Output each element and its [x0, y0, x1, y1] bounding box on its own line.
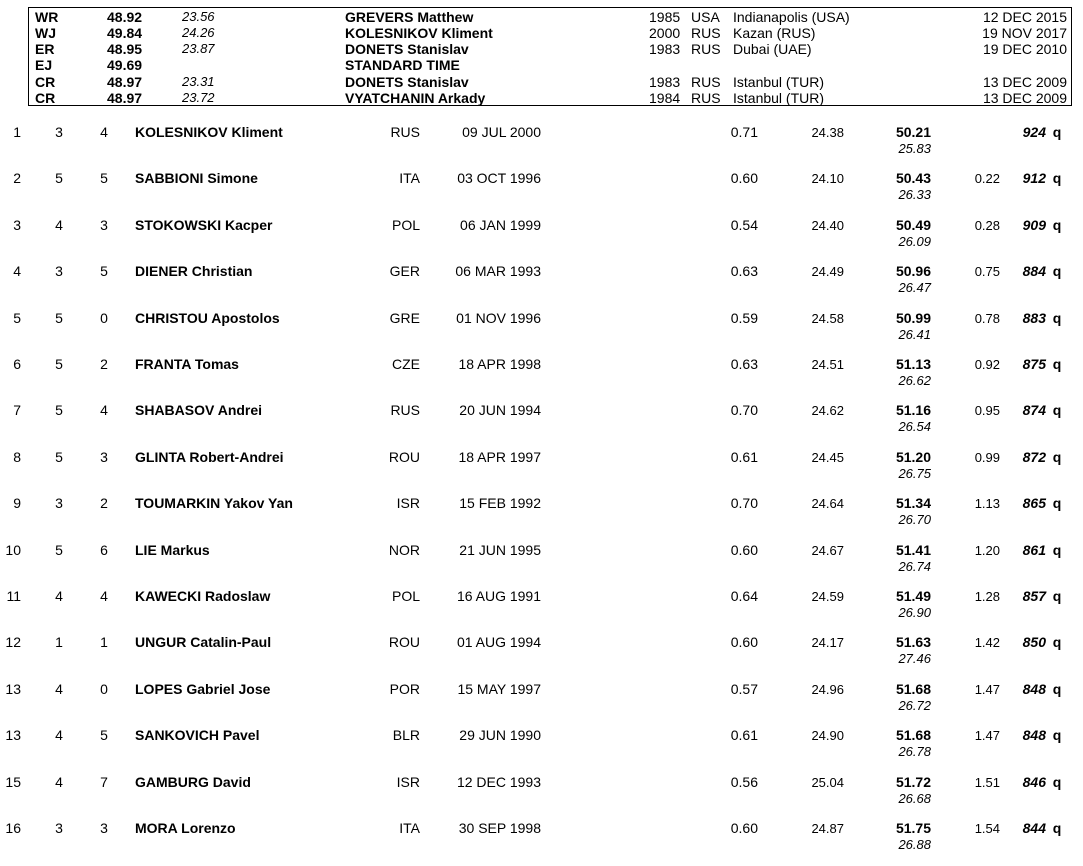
time-behind: 1.28 [974, 589, 1000, 604]
nation-code: GRE [389, 309, 420, 326]
heat: 3 [55, 124, 63, 140]
final-time: 51.68 [895, 680, 931, 697]
result-row [0, 217, 1083, 263]
second-split: 26.62 [898, 373, 931, 388]
final-time: 51.68 [895, 727, 931, 744]
record-date: 19 NOV 2017 [982, 24, 1067, 41]
reaction-time: 0.61 [730, 448, 758, 465]
reaction-time: 0.60 [730, 634, 758, 651]
record-year: 1985 [649, 8, 681, 25]
birth-date: 03 OCT 1996 [457, 170, 541, 187]
second-split: 26.88 [898, 837, 931, 852]
qualified-mark: q [1052, 448, 1062, 465]
birth-date: 06 JAN 1999 [460, 216, 541, 233]
rank: 7 [13, 402, 21, 419]
final-time: 50.43 [895, 170, 931, 187]
split-50: 24.45 [811, 449, 844, 465]
record-code: EJ [35, 57, 53, 74]
split-50: 25.04 [811, 774, 844, 790]
points: 865 [1022, 495, 1046, 512]
reaction-time: 0.61 [730, 727, 758, 744]
final-time: 51.16 [895, 402, 931, 419]
points: 874 [1022, 402, 1046, 419]
split-50: 24.10 [811, 171, 844, 187]
record-holder: DONETS Stanislav [345, 73, 469, 90]
record-holder: STANDARD TIME [345, 57, 460, 74]
points: 884 [1022, 263, 1046, 280]
record-split: 23.31 [182, 73, 215, 89]
swimmer-name: FRANTA Tomas [135, 356, 239, 372]
result-row [0, 263, 1083, 309]
lane: 2 [100, 356, 108, 372]
points: 875 [1022, 356, 1046, 372]
record-holder: GREVERS Matthew [345, 8, 474, 25]
heat: 3 [55, 820, 63, 836]
record-date: 13 DEC 2009 [982, 90, 1067, 106]
record-code: CR [35, 90, 56, 106]
heat: 5 [55, 170, 63, 187]
record-row [29, 25, 1071, 41]
record-split: 24.26 [182, 24, 215, 40]
nation-code: CZE [392, 356, 420, 372]
swimmer-name: LOPES Gabriel Jose [135, 680, 271, 697]
heat: 3 [55, 263, 63, 280]
record-year: 1983 [649, 73, 681, 90]
time-behind: 1.20 [974, 542, 1000, 558]
qualified-mark: q [1052, 634, 1062, 651]
nation-code: POL [391, 216, 420, 233]
birth-date: 20 JUN 1994 [459, 402, 541, 419]
time-behind: 1.42 [974, 635, 1000, 651]
nation-code: ITA [399, 170, 420, 187]
record-split: 23.56 [182, 8, 215, 24]
record-place: Kazan (RUS) [733, 24, 816, 41]
qualified-mark: q [1052, 727, 1062, 744]
rank: 13 [5, 680, 21, 697]
second-split: 26.68 [898, 790, 931, 806]
record-time: 48.92 [107, 8, 143, 25]
heat: 5 [55, 402, 63, 419]
birth-date: 09 JUL 2000 [462, 124, 541, 140]
record-nation: RUS [691, 90, 721, 106]
record-nation: RUS [691, 41, 721, 58]
qualified-mark: q [1052, 773, 1062, 790]
reaction-time: 0.54 [730, 216, 758, 233]
points: 846 [1022, 773, 1046, 790]
lane: 0 [100, 680, 108, 697]
lane: 5 [100, 170, 108, 187]
time-behind: 0.99 [974, 449, 1000, 465]
swimmer-name: CHRISTOU Apostolos [135, 309, 280, 326]
heat: 3 [55, 495, 63, 512]
nation-code: POR [389, 680, 420, 697]
record-row [29, 41, 1071, 57]
final-time: 51.75 [895, 820, 931, 836]
split-50: 24.58 [811, 310, 844, 326]
lane: 2 [100, 495, 108, 512]
lane: 0 [100, 309, 108, 326]
swimmer-name: MORA Lorenzo [135, 820, 236, 836]
heat: 4 [55, 588, 63, 604]
heat: 4 [55, 727, 63, 744]
rank: 8 [13, 448, 21, 465]
reaction-time: 0.60 [730, 170, 758, 187]
qualified-mark: q [1052, 356, 1062, 372]
points: 912 [1022, 170, 1046, 187]
time-behind: 0.75 [974, 264, 1000, 280]
heat: 5 [55, 448, 63, 465]
lane: 5 [100, 263, 108, 280]
swimmer-name: TOUMARKIN Yakov Yan [135, 495, 293, 512]
result-row [0, 681, 1083, 727]
split-50: 24.67 [811, 542, 844, 558]
time-behind: 0.22 [974, 171, 1000, 187]
record-place: Indianapolis (USA) [733, 8, 850, 25]
second-split: 26.75 [898, 465, 931, 481]
record-time: 48.97 [107, 73, 143, 90]
qualified-mark: q [1052, 124, 1062, 140]
swimmer-name: SABBIONI Simone [135, 170, 258, 187]
points: 883 [1022, 309, 1046, 326]
reaction-time: 0.57 [730, 680, 758, 697]
heat: 4 [55, 773, 63, 790]
swimmer-name: KOLESNIKOV Kliment [135, 124, 283, 140]
record-code: WR [35, 8, 59, 25]
final-time: 50.21 [895, 124, 931, 140]
record-row [29, 57, 1071, 73]
record-row [29, 9, 1071, 25]
record-row [29, 90, 1071, 106]
swimmer-name: UNGUR Catalin-Paul [135, 634, 272, 651]
second-split: 26.41 [898, 326, 931, 342]
split-50: 24.51 [811, 357, 844, 372]
nation-code: RUS [390, 124, 420, 140]
rank: 10 [5, 541, 21, 558]
reaction-time: 0.63 [730, 356, 758, 372]
final-time: 51.41 [895, 541, 931, 558]
second-split: 26.90 [898, 605, 931, 620]
reaction-time: 0.70 [730, 495, 758, 512]
result-row [0, 634, 1083, 680]
second-split: 27.46 [898, 651, 931, 667]
record-time: 49.69 [107, 57, 143, 74]
nation-code: NOR [388, 541, 420, 558]
qualified-mark: q [1052, 402, 1062, 419]
final-time: 51.63 [895, 634, 931, 651]
record-time: 48.97 [107, 90, 143, 106]
rank: 6 [13, 356, 21, 372]
record-nation: USA [691, 8, 720, 25]
nation-code: POL [391, 588, 420, 604]
record-year: 1984 [649, 90, 681, 106]
record-place: Dubai (UAE) [733, 41, 812, 58]
final-time: 51.34 [895, 495, 931, 512]
time-behind: 1.47 [974, 681, 1000, 697]
swimmer-name: SANKOVICH Pavel [135, 727, 260, 744]
second-split: 26.74 [898, 558, 931, 574]
reaction-time: 0.59 [730, 309, 758, 326]
qualified-mark: q [1052, 541, 1062, 558]
swimmer-name: SHABASOV Andrei [135, 402, 263, 419]
records-box [28, 7, 1072, 106]
final-time: 51.20 [895, 448, 931, 465]
swimmer-name: DIENER Christian [135, 263, 253, 280]
final-time: 50.49 [895, 216, 931, 233]
rank: 12 [5, 634, 21, 651]
final-time: 51.72 [895, 773, 931, 790]
time-behind: 0.92 [974, 357, 1000, 372]
rank: 16 [5, 820, 21, 836]
result-row [0, 727, 1083, 773]
record-time: 48.95 [107, 41, 143, 58]
qualified-mark: q [1052, 309, 1062, 326]
split-50: 24.90 [811, 728, 844, 744]
record-place: Istanbul (TUR) [733, 90, 825, 106]
rank: 11 [6, 588, 21, 604]
split-50: 24.62 [811, 403, 844, 419]
nation-code: RUS [390, 402, 420, 419]
qualified-mark: q [1052, 216, 1062, 233]
points: 872 [1022, 448, 1046, 465]
birth-date: 18 APR 1997 [458, 448, 541, 465]
lane: 3 [100, 216, 108, 233]
second-split: 26.72 [898, 697, 931, 713]
time-behind: 1.47 [974, 728, 1000, 744]
swimmer-name: STOKOWSKI Kacper [135, 216, 273, 233]
reaction-time: 0.71 [730, 124, 758, 140]
second-split: 26.47 [898, 280, 931, 296]
result-row [0, 820, 1083, 866]
points: 861 [1022, 541, 1046, 558]
final-time: 50.96 [895, 263, 931, 280]
rank: 5 [13, 309, 21, 326]
qualified-mark: q [1052, 263, 1062, 280]
points: 924 [1022, 124, 1046, 140]
birth-date: 30 SEP 1998 [458, 820, 541, 836]
heat: 1 [55, 634, 63, 651]
nation-code: ROU [388, 448, 420, 465]
split-50: 24.38 [811, 125, 844, 140]
heat: 5 [55, 356, 63, 372]
record-year: 1983 [649, 41, 681, 58]
final-time: 51.49 [895, 588, 931, 604]
points: 850 [1022, 634, 1046, 651]
result-row [0, 356, 1083, 402]
lane: 4 [100, 124, 108, 140]
rank: 2 [13, 170, 21, 187]
points: 848 [1022, 680, 1046, 697]
nation-code: ROU [388, 634, 420, 651]
record-split: 23.87 [182, 41, 215, 57]
result-row [0, 124, 1083, 170]
second-split: 26.09 [898, 233, 931, 249]
rank: 1 [13, 124, 21, 140]
heat: 4 [55, 680, 63, 697]
record-place: Istanbul (TUR) [733, 73, 825, 90]
rank: 15 [5, 773, 21, 790]
result-row [0, 449, 1083, 495]
reaction-time: 0.60 [730, 541, 758, 558]
birth-date: 15 FEB 1992 [459, 495, 541, 512]
record-date: 12 DEC 2015 [982, 8, 1067, 25]
record-holder: VYATCHANIN Arkady [345, 90, 486, 106]
split-50: 24.64 [811, 496, 844, 512]
split-50: 24.49 [811, 264, 844, 280]
record-year: 2000 [649, 24, 681, 41]
record-split: 23.72 [182, 90, 215, 105]
swimmer-name: GAMBURG David [135, 773, 251, 790]
birth-date: 01 AUG 1994 [456, 634, 541, 651]
result-row [0, 402, 1083, 448]
time-behind: 1.13 [974, 496, 1000, 512]
time-behind: 0.78 [974, 310, 1000, 326]
qualified-mark: q [1052, 495, 1062, 512]
record-date: 19 DEC 2010 [982, 41, 1067, 58]
reaction-time: 0.63 [730, 263, 758, 280]
record-nation: RUS [691, 24, 721, 41]
reaction-time: 0.56 [730, 773, 758, 790]
split-50: 24.17 [811, 635, 844, 651]
split-50: 24.87 [811, 821, 844, 836]
record-holder: DONETS Stanislav [345, 41, 469, 58]
result-row [0, 542, 1083, 588]
record-code: WJ [35, 24, 56, 41]
swimmer-name: LIE Markus [135, 541, 210, 558]
birth-date: 16 AUG 1991 [456, 588, 541, 604]
swimmer-name: GLINTA Robert-Andrei [135, 448, 284, 465]
qualified-mark: q [1052, 820, 1062, 836]
record-date: 13 DEC 2009 [982, 73, 1067, 90]
second-split: 26.33 [898, 187, 931, 203]
nation-code: GER [389, 263, 420, 280]
lane: 3 [100, 448, 108, 465]
points: 857 [1022, 588, 1046, 604]
record-holder: KOLESNIKOV Kliment [345, 24, 493, 41]
split-50: 24.59 [811, 589, 844, 604]
birth-date: 01 NOV 1996 [456, 309, 541, 326]
birth-date: 21 JUN 1995 [459, 541, 541, 558]
lane: 3 [100, 820, 108, 836]
split-50: 24.96 [811, 681, 844, 697]
birth-date: 15 MAY 1997 [457, 680, 541, 697]
qualified-mark: q [1052, 588, 1062, 604]
final-time: 50.99 [895, 309, 931, 326]
heat: 5 [55, 309, 63, 326]
result-row [0, 310, 1083, 356]
result-row [0, 588, 1083, 634]
lane: 7 [100, 773, 108, 790]
lane: 6 [100, 541, 108, 558]
split-50: 24.40 [811, 217, 844, 233]
result-row [0, 170, 1083, 216]
qualified-mark: q [1052, 680, 1062, 697]
rank: 3 [13, 216, 21, 233]
result-row [0, 495, 1083, 541]
lane: 5 [100, 727, 108, 744]
nation-code: ISR [396, 773, 420, 790]
record-code: CR [35, 73, 56, 90]
points: 844 [1022, 820, 1046, 836]
second-split: 26.78 [898, 744, 931, 760]
lane: 4 [100, 402, 108, 419]
rank: 4 [13, 263, 21, 280]
reaction-time: 0.70 [730, 402, 758, 419]
second-split: 26.70 [898, 512, 931, 528]
points: 909 [1022, 216, 1046, 233]
record-code: ER [35, 41, 55, 58]
time-behind: 1.51 [974, 774, 1000, 790]
birth-date: 12 DEC 1993 [456, 773, 541, 790]
points: 848 [1022, 727, 1046, 744]
swimmer-name: KAWECKI Radoslaw [135, 588, 271, 604]
time-behind: 0.95 [974, 403, 1000, 419]
rank: 13 [5, 727, 21, 744]
result-row [0, 774, 1083, 820]
heat: 5 [55, 541, 63, 558]
nation-code: BLR [392, 727, 420, 744]
second-split: 26.54 [898, 419, 931, 435]
record-nation: RUS [691, 73, 721, 90]
rank: 9 [13, 495, 21, 512]
qualified-mark: q [1052, 170, 1062, 187]
record-time: 49.84 [107, 24, 143, 41]
heat: 4 [55, 216, 63, 233]
time-behind: 1.54 [974, 821, 1000, 836]
birth-date: 06 MAR 1993 [455, 263, 541, 280]
second-split: 25.83 [898, 141, 931, 156]
nation-code: ITA [399, 820, 420, 836]
time-behind: 0.28 [974, 217, 1000, 233]
final-time: 51.13 [895, 356, 931, 372]
reaction-time: 0.64 [730, 588, 758, 604]
nation-code: ISR [396, 495, 420, 512]
birth-date: 18 APR 1998 [458, 356, 541, 372]
record-row [29, 74, 1071, 90]
lane: 4 [100, 588, 108, 604]
birth-date: 29 JUN 1990 [459, 727, 541, 744]
lane: 1 [100, 634, 108, 651]
reaction-time: 0.60 [730, 820, 758, 836]
